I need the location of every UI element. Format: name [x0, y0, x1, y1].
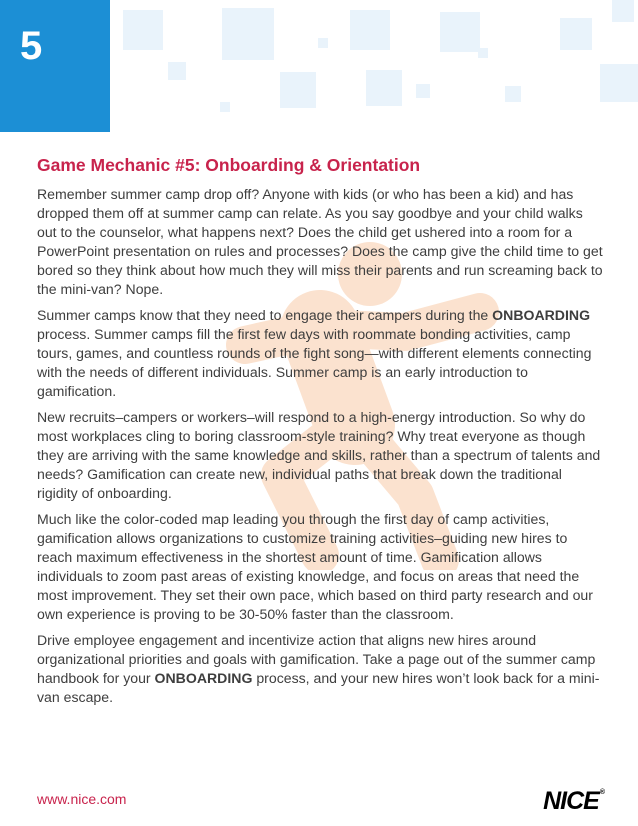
- paragraph-5: [37, 631, 603, 707]
- onboarding-emphasis: ONBOARDING: [492, 307, 591, 323]
- decor-square: [220, 102, 230, 112]
- decor-square: [222, 8, 274, 60]
- article-body: [37, 154, 603, 714]
- decor-square: [280, 72, 316, 108]
- paragraph-4: Much like the color-coded map leading you through the first day of camp activities, gamification allows organizations to customize training activities–guiding new hires to reach maximum effectiveness in the shortest amount of time. Gamification allows individuals to zoom past areas of existing knowledge, and focus on areas that need the most improvement. They set their own pace, which based on third party research and our own experience is proving to be 30-50% faster than the classroom.: [37, 511, 593, 622]
- paragraph-2: [37, 306, 603, 401]
- paragraph-1: Remember summer camp drop off? Anyone with kids (or who has been a kid) and has dropped them off at summer camp can relate. As you say goodbye and your child walks out to the counselor, what happens next? Does the child get ushered into a room for a PowerPoint presentation on rules and processes? Does the camp give the child time to get bored so they think about how much they will miss their parents and run screaming back to the mini-van? Nope.: [37, 186, 603, 297]
- paragraph-5-end: process, and your new hires won’t look back for a mini-van escape.: [37, 670, 600, 705]
- decor-square: [416, 84, 430, 98]
- section-number: 5: [20, 24, 43, 68]
- registered-mark: ®: [599, 789, 604, 796]
- decor-square: [318, 38, 328, 48]
- decor-square: [123, 10, 163, 50]
- decor-square: [600, 64, 638, 102]
- decor-square: [350, 10, 390, 50]
- onboarding-emphasis: ONBOARDING: [154, 670, 253, 686]
- paragraph-2-end: process. Summer camps fill the first few days with roommate bonding activities, camp tours, games, and countless rounds of the fight song—with different elements connecting with the needs of different individuals. Summer camp is an early introduction to gamification.: [37, 326, 592, 399]
- decor-square: [505, 86, 521, 102]
- decor-square: [440, 12, 480, 52]
- section-number-box: [0, 0, 110, 132]
- page-title: Game Mechanic #5: Onboarding & Orientation: [37, 155, 421, 175]
- paragraph-5-start: Drive employee engagement and incentivize action that aligns new hires around organizational priorities and goals with gamification. Take a page out of the summer camp handbook for your: [37, 632, 596, 686]
- website-link[interactable]: www.nice.com: [37, 791, 127, 807]
- logo-text: NICE: [543, 787, 599, 815]
- nice-logo: [543, 789, 604, 814]
- decor-square: [478, 48, 488, 58]
- paragraph-2-start: Summer camps know that they need to engage their campers during the: [37, 307, 493, 323]
- decor-square: [366, 70, 402, 106]
- decor-square: [168, 62, 186, 80]
- decor-square: [612, 0, 634, 22]
- decor-square: [560, 18, 592, 50]
- paragraph-3: New recruits–campers or workers–will respond to a high-energy introduction. So why do most workplaces cling to boring classroom-style training? Why treat everyone as though they are arriving with the same knowledge and skills, rather than a spectrum of talents and needs? Gamification can create new, individual paths that break down the traditional rigidity of onboarding.: [37, 409, 601, 501]
